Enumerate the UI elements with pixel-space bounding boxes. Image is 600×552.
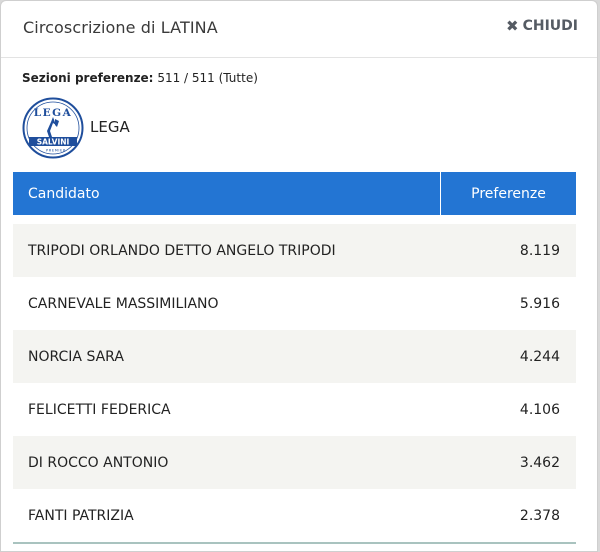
candidate-preferences: 5.916 — [441, 277, 577, 330]
close-label: CHIUDI — [522, 18, 578, 34]
candidate-preferences: 8.119 — [441, 224, 577, 277]
header-preferenze[interactable]: Preferenze — [441, 172, 577, 215]
lega-salvini-logo — [22, 97, 84, 159]
sezioni-label: Sezioni preferenze: — [22, 71, 154, 85]
sezioni-preferenze — [22, 71, 258, 85]
candidate-name: FANTI PATRIZIA — [13, 489, 441, 542]
party-name: LEGA — [90, 118, 130, 136]
candidate-name: FELICETTI FEDERICA — [13, 383, 441, 436]
close-button[interactable] — [506, 18, 578, 34]
table-row — [13, 224, 576, 277]
table-row — [13, 383, 576, 436]
party-info — [22, 98, 130, 158]
candidate-name: TRIPODI ORLANDO DETTO ANGELO TRIPODI — [13, 224, 441, 277]
table-row — [13, 489, 576, 542]
candidate-name: DI ROCCO ANTONIO — [13, 436, 441, 489]
logo-text-band: SALVINI — [36, 137, 70, 147]
candidates-table — [13, 172, 576, 542]
table-header-row — [13, 172, 576, 215]
table-row — [13, 277, 576, 330]
candidate-name: CARNEVALE MASSIMILIANO — [13, 277, 441, 330]
modal-header — [1, 1, 597, 58]
candidate-preferences: 2.378 — [441, 489, 577, 542]
candidate-preferences: 3.462 — [441, 436, 577, 489]
table-row — [13, 436, 576, 489]
sezioni-value: 511 / 511 (Tutte) — [157, 71, 258, 85]
close-icon: ✖ — [506, 16, 519, 35]
logo-text-top: LEGA — [33, 107, 73, 119]
logo-text-small: PREMIER — [45, 148, 67, 153]
candidate-preferences: 4.244 — [441, 330, 577, 383]
modal-title: Circoscrizione di LATINA — [23, 18, 218, 37]
table-bottom-border — [13, 542, 576, 544]
candidate-preferences: 4.106 — [441, 383, 577, 436]
table-row — [13, 330, 576, 383]
header-candidato[interactable]: Candidato — [13, 172, 441, 215]
candidate-name: NORCIA SARA — [13, 330, 441, 383]
